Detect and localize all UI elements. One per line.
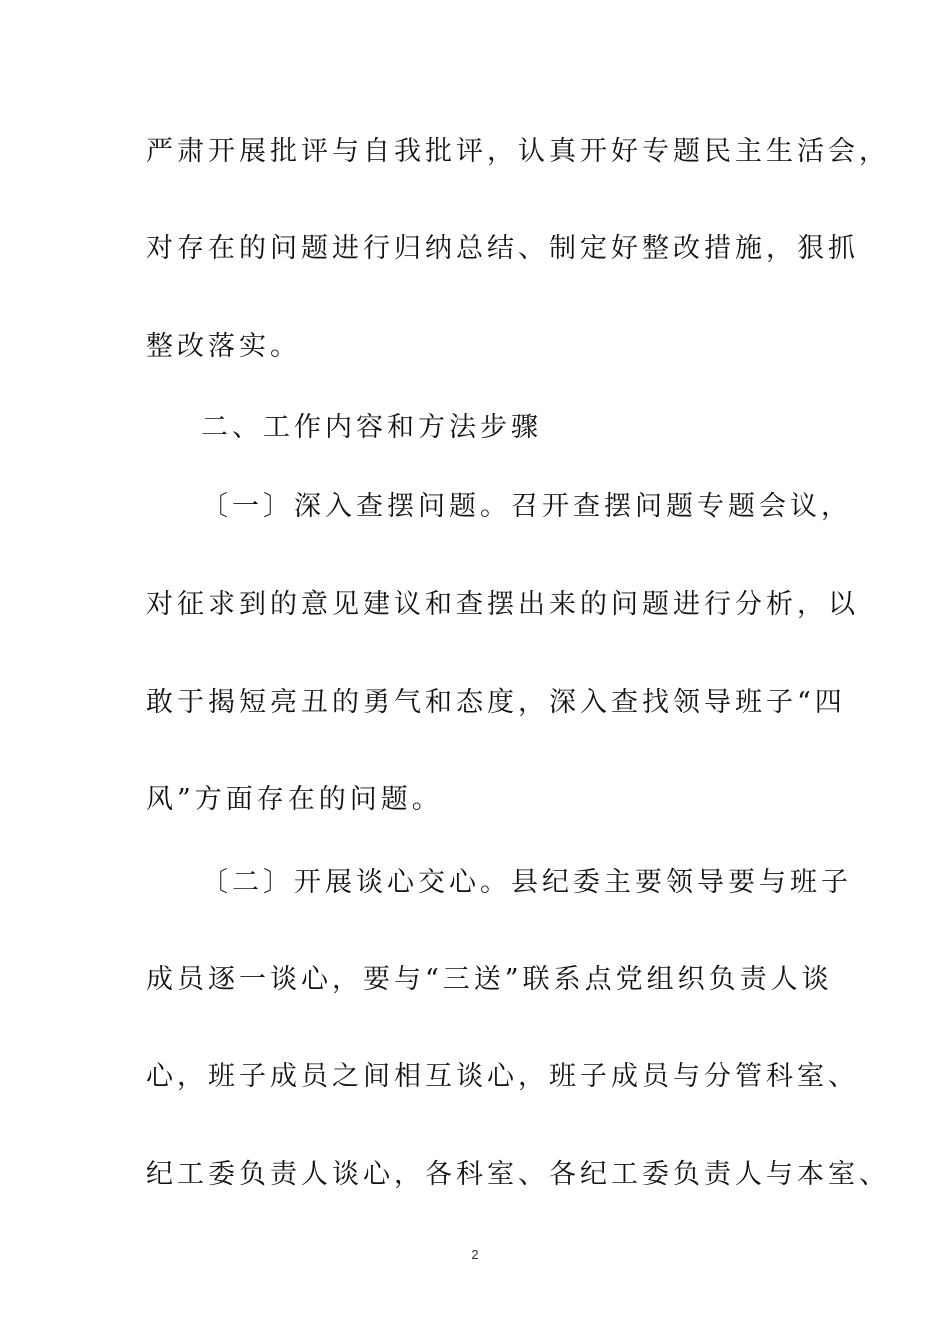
text-line: 严肃开展批评与自我批评，认真开好专题民主生活会， bbox=[146, 136, 890, 167]
text-line: 纪工委负责人谈心，各科室、各纪工委负责人与本室、 bbox=[146, 1159, 890, 1190]
text-line: 敢于揭短亮丑的勇气和态度，深入查找领导班子“四 bbox=[146, 687, 846, 718]
text-line: 〔一〕深入查摆问题。召开查摆问题专题会议， bbox=[201, 491, 852, 522]
text-line: 心，班子成员之间相互谈心，班子成员与分管科室、 bbox=[146, 1061, 859, 1092]
text-line: 对征求到的意见建议和查摆出来的问题进行分析，以 bbox=[146, 589, 859, 620]
section-heading: 二、工作内容和方法步骤 bbox=[201, 412, 542, 443]
page-number: 2 bbox=[471, 1247, 479, 1262]
text-line: 风”方面存在的问题。 bbox=[146, 784, 443, 815]
text-line: 成员逐一谈心，要与“三送”联系点党组织负责人谈 bbox=[146, 964, 833, 995]
text-line: 整改落实。 bbox=[146, 331, 301, 362]
text-line: 〔二〕开展谈心交心。县纪委主要领导要与班子 bbox=[201, 867, 852, 898]
text-line: 对存在的问题进行归纳总结、制定好整改措施，狠抓 bbox=[146, 233, 859, 264]
